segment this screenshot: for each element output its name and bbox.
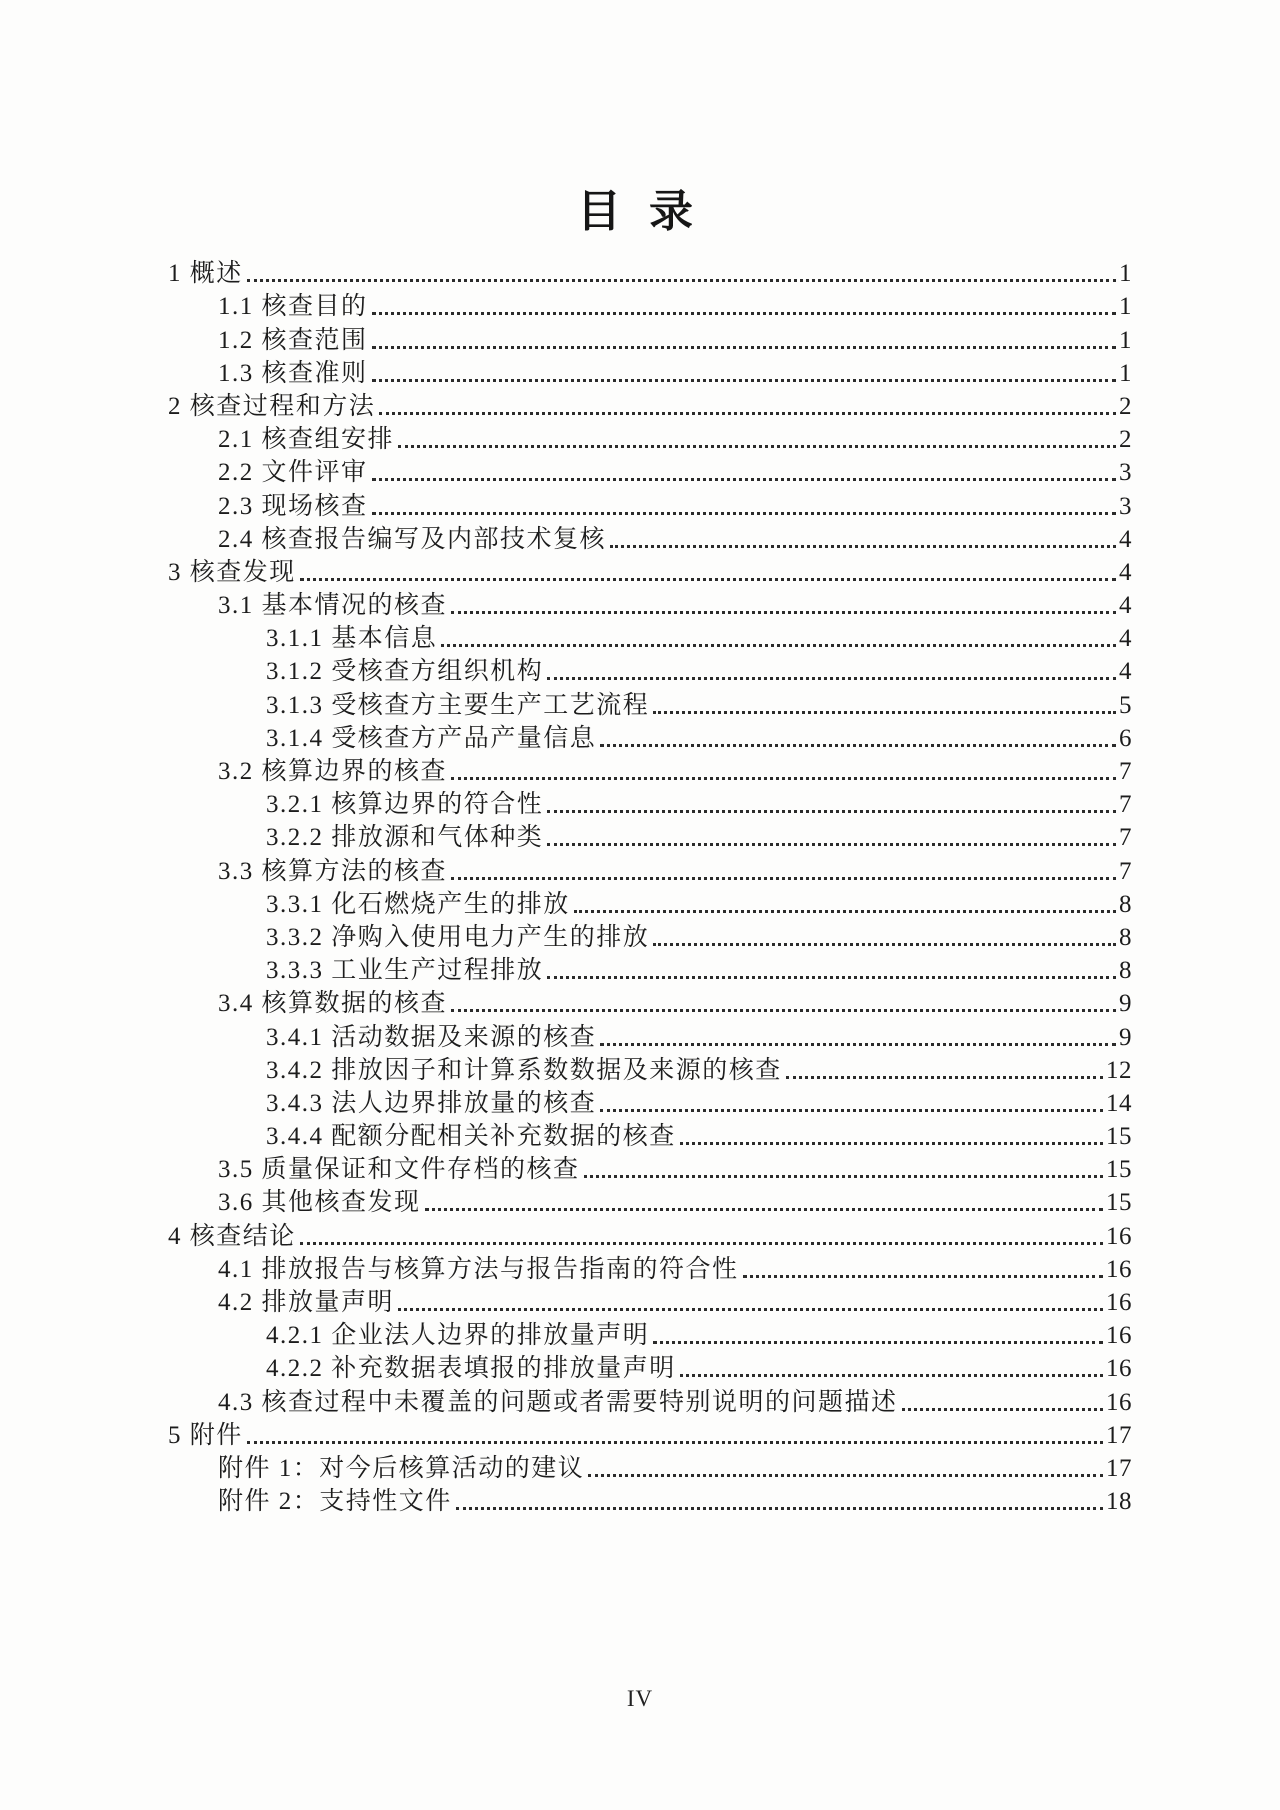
toc-entry-page: 8 xyxy=(1119,957,1132,985)
toc-entry xyxy=(140,488,1132,521)
toc-dot-leader xyxy=(372,478,1116,481)
toc-entry xyxy=(140,953,1132,986)
toc-dot-leader xyxy=(653,943,1116,946)
toc-entry xyxy=(140,820,1132,853)
toc-dot-leader xyxy=(588,1474,1103,1477)
toc-entry-page: 16 xyxy=(1106,1289,1132,1316)
toc-dot-leader xyxy=(300,578,1116,581)
toc-entry xyxy=(140,1086,1132,1119)
toc-entry-label: 3.4.2 排放因子和计算系数数据及来源的核查 xyxy=(266,1056,782,1084)
toc-entry-label: 3.1.2 受核查方组织机构 xyxy=(266,658,544,686)
toc-entry xyxy=(140,787,1132,820)
toc-dot-leader xyxy=(547,677,1116,680)
toc-dot-leader xyxy=(547,843,1116,846)
toc-dot-leader xyxy=(584,1175,1103,1178)
toc-entry-page: 7 xyxy=(1119,791,1132,819)
toc-entry xyxy=(140,1318,1132,1351)
toc-entry-page: 9 xyxy=(1119,1023,1132,1051)
toc-entry-page: 16 xyxy=(1106,1355,1132,1383)
toc-entry-page: 1 xyxy=(1119,260,1132,288)
toc-entry xyxy=(140,853,1132,886)
toc-entry-label: 3.1.4 受核查方产品产量信息 xyxy=(266,724,597,752)
toc-entry-label: 3.3.2 净购入使用电力产生的排放 xyxy=(266,923,650,951)
toc-entry-page: 16 xyxy=(1106,1222,1132,1250)
toc-entry-label: 3.4.4 配额分配相关补充数据的核查 xyxy=(266,1123,676,1151)
toc-entry xyxy=(140,687,1132,720)
toc-dot-leader xyxy=(600,1109,1103,1112)
toc-entry-page: 4 xyxy=(1119,558,1132,586)
toc-entry xyxy=(140,920,1132,953)
toc-entry xyxy=(140,1119,1132,1152)
toc-entry-label: 3.5 质量保证和文件存档的核查 xyxy=(218,1156,580,1184)
toc-entry-label: 3.2 核算边界的核查 xyxy=(218,758,448,785)
toc-entry-label: 3.3 核算方法的核查 xyxy=(218,857,448,885)
toc-entry-label: 4.1 排放报告与核算方法与报告指南的符合性 xyxy=(218,1255,739,1283)
toc-entry-label: 3.2.1 核算边界的符合性 xyxy=(266,791,544,819)
toc-entry xyxy=(140,1418,1132,1451)
toc-entry xyxy=(140,754,1132,787)
toc-entry-label: 1.3 核查准则 xyxy=(218,359,368,387)
toc-entry-page: 5 xyxy=(1119,691,1132,719)
toc-entry-label: 3.4.3 法人边界排放量的核查 xyxy=(266,1089,597,1117)
toc-list xyxy=(140,256,1132,1517)
toc-dot-leader xyxy=(372,512,1116,515)
toc-entry xyxy=(140,356,1132,389)
toc-entry-page: 2 xyxy=(1119,392,1132,420)
toc-dot-leader xyxy=(743,1275,1103,1278)
toc-entry-label: 3.4.1 活动数据及来源的核查 xyxy=(266,1023,597,1051)
toc-entry-label: 3.6 其他核查发现 xyxy=(218,1189,421,1217)
toc-dot-leader xyxy=(547,976,1116,979)
toc-entry xyxy=(140,555,1132,588)
toc-entry-label: 4.3 核查过程中未覆盖的问题或者需要特别说明的问题描述 xyxy=(218,1388,898,1416)
toc-entry-page: 16 xyxy=(1106,1255,1132,1283)
toc-entry-page: 9 xyxy=(1119,990,1132,1018)
toc-entry-page: 1 xyxy=(1119,293,1132,321)
toc-entry xyxy=(140,721,1132,754)
toc-entry-page: 1 xyxy=(1119,326,1132,354)
toc-entry-label: 4 核查结论 xyxy=(168,1222,296,1250)
page-title: 目 录 xyxy=(577,187,695,236)
toc-entry xyxy=(140,887,1132,920)
toc-entry-label: 1.2 核查范围 xyxy=(218,326,368,354)
toc-dot-leader xyxy=(600,1043,1116,1046)
toc-dot-leader xyxy=(247,279,1116,282)
toc-entry-label: 2.1 核查组安排 xyxy=(218,426,395,454)
toc-entry-label: 3.4 核算数据的核查 xyxy=(218,990,448,1018)
toc-entry xyxy=(140,522,1132,555)
toc-entry-label: 4.2.1 企业法人边界的排放量声明 xyxy=(266,1322,650,1350)
toc-entry xyxy=(140,389,1132,422)
toc-entry-label: 1 概述 xyxy=(168,260,243,288)
toc-dot-leader xyxy=(441,644,1116,647)
toc-entry-page: 8 xyxy=(1119,890,1132,918)
toc-entry-page: 16 xyxy=(1106,1322,1132,1350)
toc-dot-leader xyxy=(451,777,1116,780)
toc-entry xyxy=(140,1053,1132,1086)
toc-entry-label: 2.3 现场核查 xyxy=(218,492,368,520)
toc-entry-page: 12 xyxy=(1106,1056,1132,1084)
toc-entry-label: 2.2 文件评审 xyxy=(218,459,368,487)
toc-dot-leader xyxy=(300,1242,1103,1245)
toc-entry xyxy=(140,422,1132,455)
toc-entry-page: 17 xyxy=(1106,1421,1132,1449)
toc-dot-leader xyxy=(902,1408,1103,1411)
toc-entry-page: 4 xyxy=(1119,525,1132,553)
toc-entry xyxy=(140,289,1132,322)
toc-entry-label: 5 附件 xyxy=(168,1421,243,1449)
toc-entry-page: 18 xyxy=(1106,1488,1132,1516)
toc-entry xyxy=(140,1152,1132,1185)
toc-dot-leader xyxy=(653,711,1116,714)
toc-dot-leader xyxy=(451,611,1116,614)
toc-dot-leader xyxy=(398,445,1116,448)
toc-entry-label: 3.2.2 排放源和气体种类 xyxy=(266,824,544,852)
toc-entry-page: 3 xyxy=(1119,459,1132,487)
toc-entry xyxy=(140,1218,1132,1251)
toc-entry-page: 4 xyxy=(1119,658,1132,686)
toc-entry-page: 6 xyxy=(1119,724,1132,752)
toc-entry-label: 4.2 排放量声明 xyxy=(218,1289,395,1316)
toc-entry-label: 3.3.1 化石燃烧产生的排放 xyxy=(266,890,570,918)
toc-dot-leader xyxy=(653,1341,1103,1344)
toc-entry-page: 8 xyxy=(1119,923,1132,951)
toc-entry xyxy=(140,986,1132,1019)
toc-dot-leader xyxy=(372,379,1116,382)
toc-dot-leader xyxy=(574,910,1116,913)
toc-entry-page: 1 xyxy=(1119,359,1132,387)
toc-entry-page: 15 xyxy=(1106,1156,1132,1184)
toc-entry-page: 7 xyxy=(1119,758,1132,785)
toc-entry xyxy=(140,1451,1132,1484)
toc-entry-page: 2 xyxy=(1119,426,1132,454)
toc-entry-label: 2 核查过程和方法 xyxy=(168,392,376,420)
toc-entry-label: 3.3.3 工业生产过程排放 xyxy=(266,957,544,985)
toc-entry-page: 4 xyxy=(1119,625,1132,653)
toc-dot-leader xyxy=(425,1208,1103,1211)
footer-page-number: IV xyxy=(626,1686,654,1711)
toc-entry xyxy=(140,322,1132,355)
toc-entry xyxy=(140,1285,1132,1318)
toc-dot-leader xyxy=(379,412,1116,415)
toc-dot-leader xyxy=(456,1507,1103,1510)
toc-dot-leader xyxy=(372,346,1116,349)
toc-entry xyxy=(140,1252,1132,1285)
toc-dot-leader xyxy=(247,1441,1103,1444)
toc-dot-leader xyxy=(451,1009,1116,1012)
toc-entry xyxy=(140,588,1132,621)
toc-dot-leader xyxy=(680,1142,1103,1145)
toc-entry-page: 7 xyxy=(1119,857,1132,885)
toc-dot-leader xyxy=(610,545,1116,548)
toc-entry-page: 15 xyxy=(1106,1123,1132,1151)
toc-entry-label: 3.1.3 受核查方主要生产工艺流程 xyxy=(266,691,650,719)
toc-dot-leader xyxy=(786,1076,1103,1079)
toc-entry xyxy=(140,654,1132,687)
toc-entry-label: 附件 2：支持性文件 xyxy=(218,1488,452,1516)
toc-entry-page: 14 xyxy=(1106,1089,1132,1117)
toc-entry xyxy=(140,256,1132,289)
toc-entry-page: 17 xyxy=(1106,1454,1132,1482)
toc-entry-page: 7 xyxy=(1119,824,1132,852)
toc-entry-label: 2.4 核查报告编写及内部技术复核 xyxy=(218,525,607,553)
toc-entry xyxy=(140,1384,1132,1417)
toc-entry xyxy=(140,1484,1132,1517)
toc-entry-label: 3.1 基本情况的核查 xyxy=(218,592,448,620)
toc-entry xyxy=(140,455,1132,488)
toc-entry xyxy=(140,1351,1132,1384)
toc-dot-leader xyxy=(600,744,1116,747)
toc-dot-leader xyxy=(547,810,1116,813)
toc-entry-label: 附件 1：对今后核算活动的建议 xyxy=(218,1454,585,1482)
toc-entry-label: 1.1 核查目的 xyxy=(218,293,368,321)
toc-entry xyxy=(140,1185,1132,1218)
toc-entry-label: 4.2.2 补充数据表填报的排放量声明 xyxy=(266,1355,676,1383)
toc-entry-label: 3.1.1 基本信息 xyxy=(266,625,438,653)
toc-entry-page: 4 xyxy=(1119,592,1132,620)
toc-entry xyxy=(140,1019,1132,1052)
toc-dot-leader xyxy=(451,877,1116,880)
toc-entry-page: 16 xyxy=(1106,1388,1132,1416)
toc-dot-leader xyxy=(680,1374,1103,1377)
toc-entry xyxy=(140,621,1132,654)
toc-dot-leader xyxy=(372,312,1116,315)
toc-dot-leader xyxy=(398,1308,1103,1311)
toc-entry-page: 3 xyxy=(1119,492,1132,520)
toc-entry-label: 3 核查发现 xyxy=(168,558,296,586)
toc-entry-page: 15 xyxy=(1106,1189,1132,1217)
